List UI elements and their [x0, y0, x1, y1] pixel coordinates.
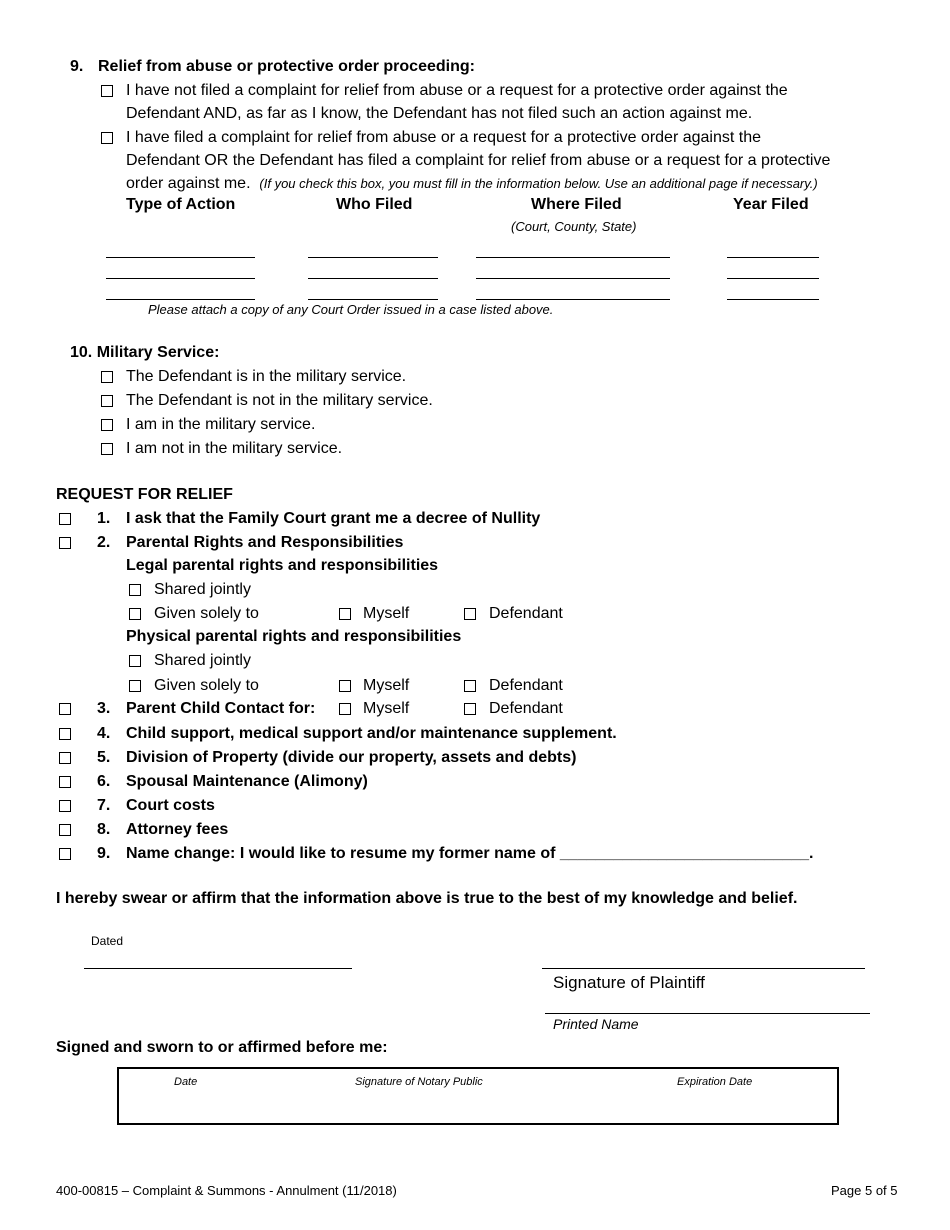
dated-field[interactable]	[84, 968, 352, 969]
where-field-3[interactable]	[476, 299, 670, 300]
military-item-2: The Defendant is not in the military service.	[126, 392, 433, 409]
physical-shared-checkbox[interactable]	[129, 655, 141, 667]
legal-rights-heading: Legal parental rights and responsibilities	[126, 557, 439, 574]
notary-signature-label: Signature of Notary Public	[355, 1076, 483, 1088]
relief-7-label: Court costs	[126, 797, 215, 814]
relief-5-checkbox[interactable]	[59, 752, 71, 764]
contact-myself-checkbox[interactable]	[339, 703, 351, 715]
relief-6-label: Spousal Maintenance (Alimony)	[126, 773, 368, 790]
type-field-1[interactable]	[106, 257, 255, 258]
physical-given-label: Given solely to	[154, 677, 259, 694]
legal-myself-checkbox[interactable]	[339, 608, 351, 620]
relief-2-number: 2.	[97, 534, 111, 551]
relief-9-label: Name change: I would like to resume my former name of ____________________________.	[126, 845, 814, 862]
col-where-filed: Where Filed	[531, 196, 622, 213]
contact-myself-label: Myself	[363, 700, 410, 717]
relief-8-label: Attorney fees	[126, 821, 229, 838]
relief-1-checkbox[interactable]	[59, 513, 71, 525]
relief-4-label: Child support, medical support and/or maintenance supplement.	[126, 725, 617, 742]
relief-8-number: 8.	[97, 821, 111, 838]
year-field-2[interactable]	[727, 278, 819, 279]
relief-5-label: Division of Property (divide our property, assets and debts)	[126, 749, 577, 766]
dated-label: Dated	[91, 934, 124, 948]
footer-form-id: 400-00815 – Complaint & Summons - Annulment (11/2018)	[56, 1183, 397, 1198]
physical-rights-heading: Physical parental rights and responsibilities	[126, 628, 462, 645]
legal-defendant-label: Defendant	[489, 605, 563, 622]
legal-given-label: Given solely to	[154, 605, 259, 622]
military-defendant-not-checkbox[interactable]	[101, 395, 113, 407]
legal-defendant-checkbox[interactable]	[464, 608, 476, 620]
section-9-title: Relief from abuse or protective order proceeding:	[98, 58, 475, 75]
relief-4-checkbox[interactable]	[59, 728, 71, 740]
relief-5-number: 5.	[97, 749, 111, 766]
col-type-of-action: Type of Action	[126, 196, 236, 213]
section-9-number: 9.	[70, 58, 84, 75]
relief-heading: REQUEST FOR RELIEF	[56, 486, 233, 503]
year-field-3[interactable]	[727, 299, 819, 300]
relief-3-checkbox[interactable]	[59, 703, 71, 715]
legal-shared-label: Shared jointly	[154, 581, 251, 598]
plaintiff-signature-field[interactable]	[542, 968, 865, 969]
relief-2-label: Parental Rights and Responsibilities	[126, 534, 404, 551]
relief-2-checkbox[interactable]	[59, 537, 71, 549]
physical-myself-checkbox[interactable]	[339, 680, 351, 692]
relief-7-number: 7.	[97, 797, 111, 814]
relief-6-checkbox[interactable]	[59, 776, 71, 788]
no-protective-order-checkbox[interactable]	[101, 85, 113, 97]
type-field-3[interactable]	[106, 299, 255, 300]
relief-6-number: 6.	[97, 773, 111, 790]
physical-myself-label: Myself	[363, 677, 410, 694]
military-me-in-checkbox[interactable]	[101, 419, 113, 431]
physical-given-checkbox[interactable]	[129, 680, 141, 692]
who-field-1[interactable]	[308, 257, 438, 258]
option-1-line-2: Defendant AND, as far as I know, the Defendant has not filed such an action against me.	[126, 105, 753, 122]
relief-1-label: I ask that the Family Court grant me a decree of Nullity	[126, 510, 541, 527]
military-defendant-in-checkbox[interactable]	[101, 371, 113, 383]
col-year-filed: Year Filed	[733, 196, 809, 213]
printed-name-label: Printed Name	[553, 1016, 639, 1032]
sworn-before-me: Signed and sworn to or affirmed before me:	[56, 1039, 388, 1056]
where-field-2[interactable]	[476, 278, 670, 279]
relief-4-number: 4.	[97, 725, 111, 742]
relief-8-checkbox[interactable]	[59, 824, 71, 836]
col-where-filed-sub: (Court, County, State)	[511, 219, 637, 234]
option-2-line-3-text: order against me.	[126, 175, 251, 192]
col-who-filed: Who Filed	[336, 196, 413, 213]
legal-shared-checkbox[interactable]	[129, 584, 141, 596]
relief-9-number: 9.	[97, 845, 111, 862]
who-field-2[interactable]	[308, 278, 438, 279]
military-item-4: I am not in the military service.	[126, 440, 343, 457]
attach-note: Please attach a copy of any Court Order issued in a case listed above.	[148, 302, 554, 317]
option-1-line-1: I have not filed a complaint for relief from abuse or a request for a protective order against the	[126, 82, 788, 99]
relief-1-number: 1.	[97, 510, 111, 527]
section-10-title: 10. Military Service:	[70, 344, 220, 361]
relief-9-checkbox[interactable]	[59, 848, 71, 860]
military-me-not-checkbox[interactable]	[101, 443, 113, 455]
affirmation-statement: I hereby swear or affirm that the information above is true to the best of my knowledge and belief.	[56, 890, 798, 907]
physical-shared-label: Shared jointly	[154, 652, 251, 669]
option-2-line-3	[126, 175, 818, 193]
who-field-3[interactable]	[308, 299, 438, 300]
filed-protective-order-checkbox[interactable]	[101, 132, 113, 144]
notary-expiration-label: Expiration Date	[677, 1076, 753, 1088]
type-field-2[interactable]	[106, 278, 255, 279]
year-field-1[interactable]	[727, 257, 819, 258]
option-2-note: (If you check this box, you must fill in the information below. Use an additional page if necessary.)	[259, 176, 818, 191]
contact-defendant-label: Defendant	[489, 700, 563, 717]
relief-3-label: Parent Child Contact for:	[126, 700, 316, 717]
legal-given-checkbox[interactable]	[129, 608, 141, 620]
relief-3-number: 3.	[97, 700, 111, 717]
printed-name-field[interactable]	[545, 1013, 870, 1014]
option-2-line-2: Defendant OR the Defendant has filed a complaint for relief from abuse or a request for a protective	[126, 152, 831, 169]
signature-of-plaintiff-label: Signature of Plaintiff	[553, 973, 705, 992]
military-item-3: I am in the military service.	[126, 416, 316, 433]
military-item-1: The Defendant is in the military service.	[126, 368, 407, 385]
physical-defendant-label: Defendant	[489, 677, 563, 694]
physical-defendant-checkbox[interactable]	[464, 680, 476, 692]
footer-page-number: Page 5 of 5	[831, 1183, 898, 1198]
where-field-1[interactable]	[476, 257, 670, 258]
legal-myself-label: Myself	[363, 605, 410, 622]
notary-date-label: Date	[174, 1076, 198, 1088]
contact-defendant-checkbox[interactable]	[464, 703, 476, 715]
relief-7-checkbox[interactable]	[59, 800, 71, 812]
option-2-line-1: I have filed a complaint for relief from abuse or a request for a protective order against the	[126, 129, 761, 146]
